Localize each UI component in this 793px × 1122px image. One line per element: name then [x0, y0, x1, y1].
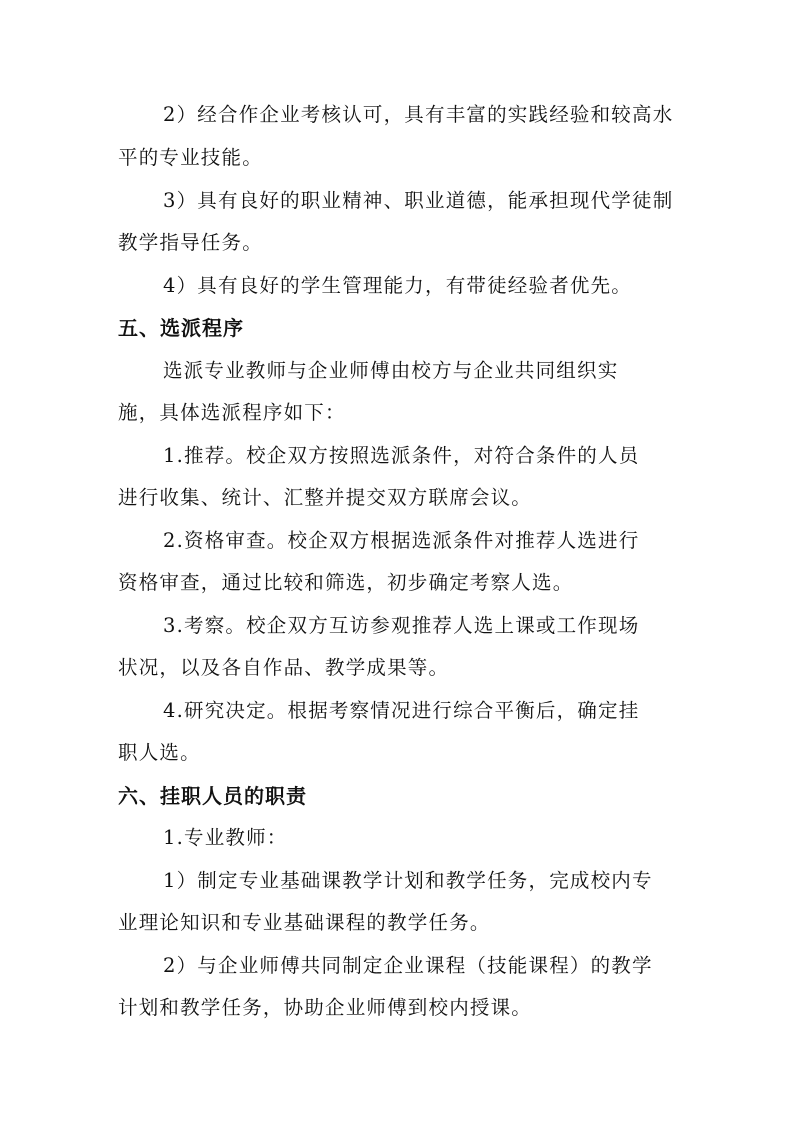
text-line: 教学指导任务。 — [118, 231, 263, 254]
text-line: 2.资格审查。校企双方根据选派条件对推荐人选进行 — [163, 529, 640, 552]
section-heading-5: 五、选派程序 — [118, 316, 244, 340]
text-line: 2）与企业师傅共同制定企业课程（技能课程）的教学 — [163, 954, 653, 977]
text-line: 业理论知识和专业基础课程的教学任务。 — [118, 911, 491, 934]
text-line: 2）经合作企业考核认可，具有丰富的实践经验和较高水 — [163, 103, 674, 126]
text-line: 1.专业教师： — [163, 826, 288, 849]
text-line: 选派专业教师与企业师傅由校方与企业共同组织实 — [163, 359, 619, 382]
text-line: 施，具体选派程序如下： — [118, 401, 346, 424]
text-line: 平的专业技能。 — [118, 146, 263, 169]
text-line: 3.考察。校企双方互访参观推荐人选上课或工作现场 — [163, 614, 640, 637]
text-line: 资格审查，通过比较和筛选，初步确定考察人选。 — [118, 571, 574, 594]
text-line: 4）具有良好的学生管理能力，有带徒经验者优先。 — [163, 274, 633, 297]
text-line: 进行收集、统计、汇整并提交双方联席会议。 — [118, 486, 533, 509]
section-heading-6: 六、挂职人员的职责 — [118, 784, 307, 808]
text-line: 1.推荐。校企双方按照选派条件，对符合条件的人员 — [163, 444, 640, 467]
text-line: 职人选。 — [118, 741, 201, 764]
text-line: 3）具有良好的职业精神、职业道德，能承担现代学徒制 — [163, 189, 674, 212]
text-line: 1）制定专业基础课教学计划和教学任务，完成校内专 — [163, 869, 653, 892]
text-line: 4.研究决定。根据考察情况进行综合平衡后，确定挂 — [163, 699, 640, 722]
text-line: 状况，以及各自作品、教学成果等。 — [118, 656, 450, 679]
text-line: 计划和教学任务，协助企业师傅到校内授课。 — [118, 996, 533, 1019]
